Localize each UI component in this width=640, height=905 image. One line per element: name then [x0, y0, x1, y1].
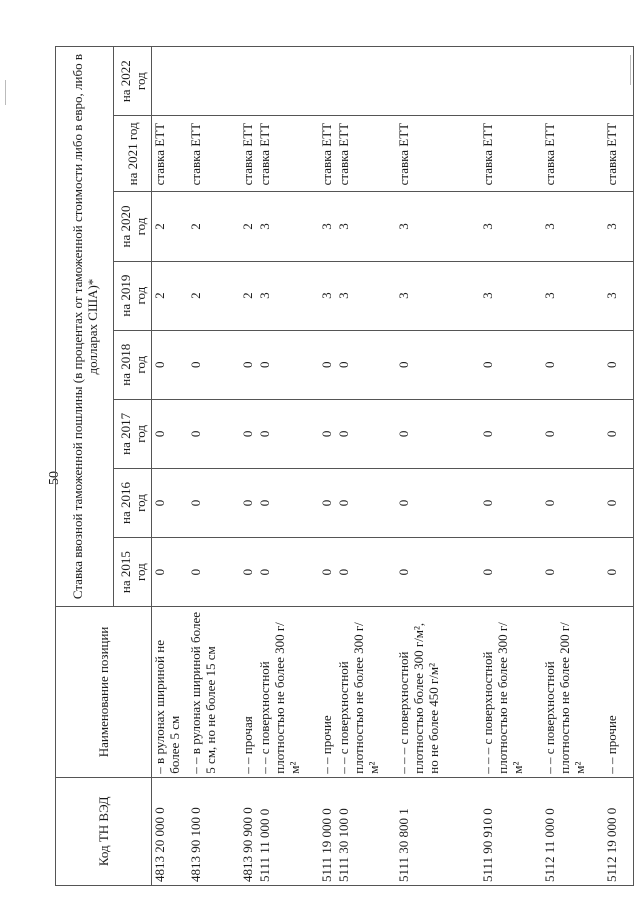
- cell-rate: 0: [188, 330, 240, 399]
- cell-name: – – с поверхностной плотностью не более 300 г/м²: [336, 607, 396, 778]
- cell-rate: 0: [319, 468, 336, 537]
- cell-rate: 0: [336, 399, 396, 468]
- cell-rate: 0: [152, 330, 188, 399]
- cell-name: – – прочая: [240, 607, 257, 778]
- cell-rate: 0: [319, 399, 336, 468]
- cell-rate: ставка ЕТТ: [604, 116, 634, 192]
- cell-rate: 3: [396, 261, 480, 330]
- cell-rate: [542, 47, 604, 116]
- cell-code: 4813 90 900 0: [240, 777, 257, 885]
- cell-rate: 3: [336, 192, 396, 261]
- table-row: [319, 47, 336, 886]
- table-row: [336, 47, 396, 886]
- cell-rate: 2: [152, 192, 188, 261]
- cell-rate: ставка ЕТТ: [542, 116, 604, 192]
- cell-rate: 0: [396, 330, 480, 399]
- table-row: [396, 47, 480, 886]
- cell-rate: 0: [152, 399, 188, 468]
- cell-rate: 0: [480, 330, 542, 399]
- cell-rate: 0: [188, 538, 240, 607]
- header-year: на 2015 год: [114, 538, 152, 607]
- cell-rate: 0: [240, 538, 257, 607]
- cell-rate: 0: [257, 468, 319, 537]
- header-code: Код ТН ВЭД: [56, 777, 152, 885]
- cell-code: 5111 30 100 0: [336, 777, 396, 885]
- cell-code: 5112 11 000 0: [542, 777, 604, 885]
- cell-rate: 3: [480, 261, 542, 330]
- cell-rate: [152, 47, 188, 116]
- cell-rate: 0: [542, 399, 604, 468]
- cell-rate: 0: [396, 468, 480, 537]
- cell-rate: ставка ЕТТ: [319, 116, 336, 192]
- cell-name: – – с поверхностной плотностью не более 300 г/м²: [257, 607, 319, 778]
- cell-code: 5111 19 000 0: [319, 777, 336, 885]
- cell-rate: 0: [604, 538, 634, 607]
- cell-rate: 3: [257, 261, 319, 330]
- table-row: [188, 47, 240, 886]
- cell-rate: 0: [188, 399, 240, 468]
- cell-rate: 3: [604, 192, 634, 261]
- cell-rate: 0: [480, 399, 542, 468]
- cell-name: – – – с поверхностной плотностью более 300 г/м², но не более 450 г/м²: [396, 607, 480, 778]
- header-name: Наименование позиции: [56, 607, 152, 778]
- cell-rate: 0: [604, 399, 634, 468]
- cell-rate: ставка ЕТТ: [396, 116, 480, 192]
- cell-rate: ставка ЕТТ: [240, 116, 257, 192]
- cell-rate: ставка ЕТТ: [188, 116, 240, 192]
- cell-rate: ставка ЕТТ: [257, 116, 319, 192]
- cell-rate: 0: [542, 538, 604, 607]
- cell-rate: 2: [240, 192, 257, 261]
- cell-rate: 0: [319, 330, 336, 399]
- cell-rate: 3: [480, 192, 542, 261]
- cell-rate: 0: [604, 330, 634, 399]
- cell-rate: [257, 47, 319, 116]
- header-year: на 2019 год: [114, 261, 152, 330]
- cell-rate: 2: [152, 261, 188, 330]
- cell-code: 5111 11 000 0: [257, 777, 319, 885]
- cell-rate: [240, 47, 257, 116]
- table-row: [480, 47, 542, 886]
- cell-rate: 0: [604, 468, 634, 537]
- cell-code: 5112 19 000 0: [604, 777, 634, 885]
- header-year: на 2020 год: [114, 192, 152, 261]
- cell-rate: 0: [240, 468, 257, 537]
- cell-rate: 0: [257, 399, 319, 468]
- tariff-table: [55, 46, 634, 886]
- cell-rate: 0: [188, 468, 240, 537]
- cell-rate: [604, 47, 634, 116]
- cell-rate: 0: [336, 468, 396, 537]
- cell-rate: 2: [188, 192, 240, 261]
- cell-rate: [319, 47, 336, 116]
- cell-rate: 3: [396, 192, 480, 261]
- cell-rate: 0: [319, 538, 336, 607]
- table-row: [240, 47, 257, 886]
- cell-name: – – в рулонах шириной более 5 см, но не более 15 см: [188, 607, 240, 778]
- cell-name: – – с поверхностной плотностью не более 200 г/м²: [542, 607, 604, 778]
- cell-rate: 0: [257, 538, 319, 607]
- cell-name: – – – с поверхностной плотностью не более 300 г/м²: [480, 607, 542, 778]
- header-year: на 2021 год: [114, 116, 152, 192]
- cell-rate: 2: [240, 261, 257, 330]
- tariff-table-rotated: [55, 46, 619, 886]
- cell-rate: 0: [240, 399, 257, 468]
- cell-rate: 0: [152, 538, 188, 607]
- cell-rate: [480, 47, 542, 116]
- cell-rate: 3: [542, 261, 604, 330]
- cell-rate: 0: [480, 468, 542, 537]
- header-year: на 2016 год: [114, 468, 152, 537]
- cell-rate: [188, 47, 240, 116]
- cell-rate: 0: [257, 330, 319, 399]
- cell-name: – – прочие: [604, 607, 634, 778]
- cell-code: 4813 20 000 0: [152, 777, 188, 885]
- cell-rate: 2: [188, 261, 240, 330]
- scan-mark-left: [5, 80, 6, 105]
- cell-code: 5111 30 800 1: [396, 777, 480, 885]
- cell-code: 4813 90 100 0: [188, 777, 240, 885]
- cell-rate: [396, 47, 480, 116]
- cell-rate: 3: [257, 192, 319, 261]
- header-year: на 2017 год: [114, 399, 152, 468]
- cell-rate: 0: [542, 330, 604, 399]
- cell-rate: 3: [319, 261, 336, 330]
- cell-rate: 3: [604, 261, 634, 330]
- table-row: [542, 47, 604, 886]
- cell-name: – – прочие: [319, 607, 336, 778]
- cell-rate: ставка ЕТТ: [336, 116, 396, 192]
- cell-rate: ставка ЕТТ: [480, 116, 542, 192]
- page-number: 50: [47, 471, 62, 485]
- cell-rate: [336, 47, 396, 116]
- cell-rate: 0: [152, 468, 188, 537]
- header-year: на 2018 год: [114, 330, 152, 399]
- cell-rate: ставка ЕТТ: [152, 116, 188, 192]
- header-rate: Ставка ввозной таможенной пошлины (в процентах от таможенной стоимости либо в евро, либо в долларах США)*: [56, 47, 114, 607]
- cell-rate: 0: [396, 538, 480, 607]
- cell-code: 5111 90 910 0: [480, 777, 542, 885]
- cell-rate: 3: [542, 192, 604, 261]
- table-row: [152, 47, 188, 886]
- cell-rate: 0: [336, 538, 396, 607]
- cell-rate: 0: [480, 538, 542, 607]
- cell-rate: 0: [336, 330, 396, 399]
- cell-rate: 0: [240, 330, 257, 399]
- cell-rate: 0: [542, 468, 604, 537]
- table-row: [604, 47, 634, 886]
- cell-name: – в рулонах шириной не более 5 см: [152, 607, 188, 778]
- header-year: на 2022 год: [114, 47, 152, 116]
- cell-rate: 3: [319, 192, 336, 261]
- cell-rate: 0: [396, 399, 480, 468]
- cell-rate: 3: [336, 261, 396, 330]
- table-row: [257, 47, 319, 886]
